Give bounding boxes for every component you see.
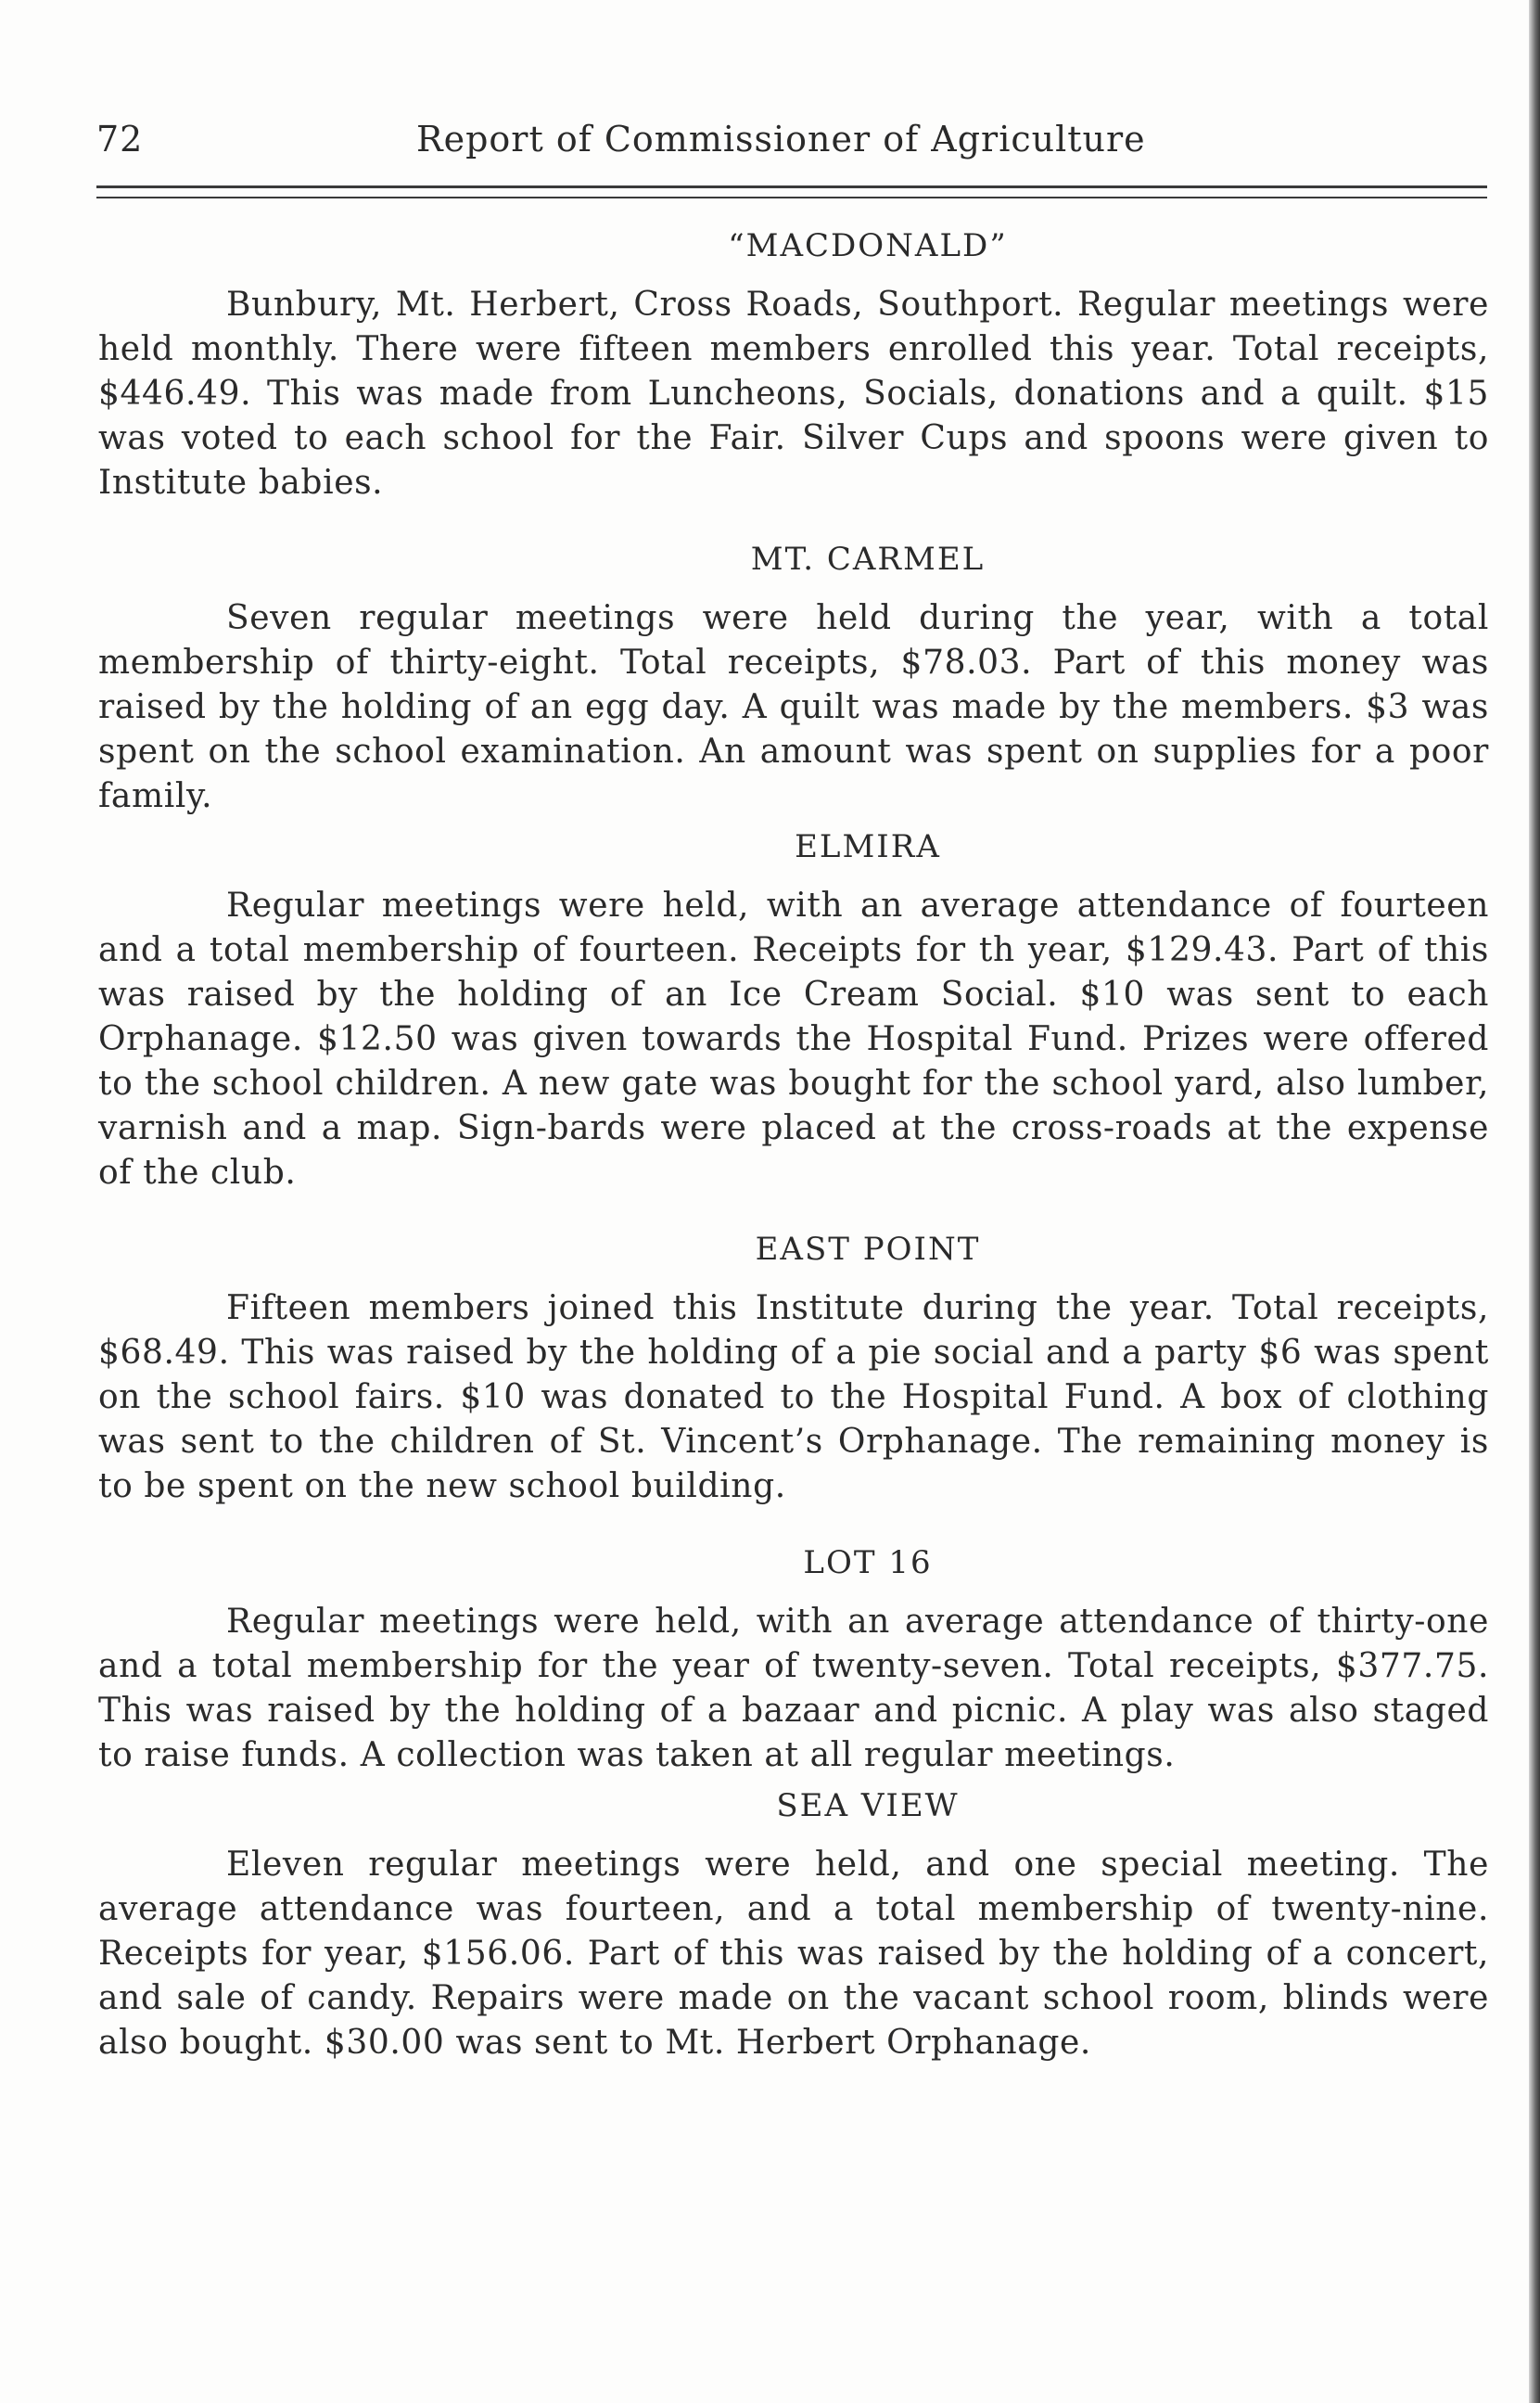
section-sea-view bbox=[98, 1787, 1489, 2065]
section-elmira bbox=[98, 828, 1489, 1195]
running-title: Report of Commissioner of Agriculture bbox=[416, 119, 1146, 160]
page-edge-shadow bbox=[1529, 0, 1540, 2403]
section-heading: SEA VIEW bbox=[776, 1787, 960, 1824]
section-paragraph: Seven regular meetings were held during the year, with a total membership of thirty-eight. Total receipts, $78.03. Part of this money was raised by the holding of an egg day. A quilt was made by the members. $3 was spent on the school examination. An amount was spent on supplies for a poor family. bbox=[98, 599, 1489, 815]
header-rule-secondary bbox=[96, 197, 1487, 198]
page-number: 72 bbox=[96, 119, 144, 160]
section-heading: MT. CARMEL bbox=[750, 541, 986, 578]
section-heading: ELMIRA bbox=[795, 828, 941, 865]
report-body bbox=[98, 227, 1489, 2101]
section-paragraph: Regular meetings were held, with an average attendance of fourteen and a total membership of fourteen. Receipts for th year, $129.43. Part of this was raised by the holding of an Ice Cream Social. $10 was sent to each Orphanage. $12.50 was given towards the Hospital Fund. Prizes were offered to the school children. A new gate was bought for the school yard, also lumber, varnish and a map. Sign-bards were placed at the cross-roads at the expense of the club. bbox=[98, 887, 1489, 1192]
section-heading: LOT 16 bbox=[803, 1544, 933, 1581]
section-macdonald bbox=[98, 227, 1489, 505]
section-east-point bbox=[98, 1231, 1489, 1509]
section-paragraph: Regular meetings were held, with an average attendance of thirty-one and a total membership for the year of twenty-seven. Total receipts, $377.75. This was raised by the holding of a bazaar and picnic. A play was also staged to raise funds. A collection was taken at all regular meetings. bbox=[98, 1603, 1489, 1774]
section-paragraph: Fifteen members joined this Institute during the year. Total receipts, $68.49. This was raised by the holding of a pie social and a party $6 was spent on the school fairs. $10 was donated to the Hospital Fund. A box of clothing was sent to the children of St. Vincent’s Orphanage. The remaining money is to be spent on the new school building. bbox=[98, 1289, 1489, 1505]
header-rule bbox=[96, 185, 1487, 188]
page-header bbox=[96, 109, 1487, 165]
section-heading: EAST POINT bbox=[755, 1231, 981, 1268]
section-paragraph: Bunbury, Mt. Herbert, Cross Roads, Southport. Regular meetings were held monthly. There were fifteen members enrolled this year. Total receipts, $446.49. This was made from Luncheons, Socials, donations and a quilt. $15 was voted to each school for the Fair. Silver Cups and spoons were given to Institute babies. bbox=[98, 286, 1489, 502]
section-mt-carmel bbox=[98, 541, 1489, 819]
section-paragraph: Eleven regular meetings were held, and one special meeting. The average attendance was fourteen, and a total membership of twenty-nine. Receipts for year, $156.06. Part of this was raised by the holding of a concert, and sale of candy. Repairs were made on the vacant school room, blinds were also bought. $30.00 was sent to Mt. Herbert Orphanage. bbox=[98, 1846, 1489, 2062]
section-heading: “MACDONALD” bbox=[728, 227, 1008, 264]
section-lot-16 bbox=[98, 1544, 1489, 1778]
